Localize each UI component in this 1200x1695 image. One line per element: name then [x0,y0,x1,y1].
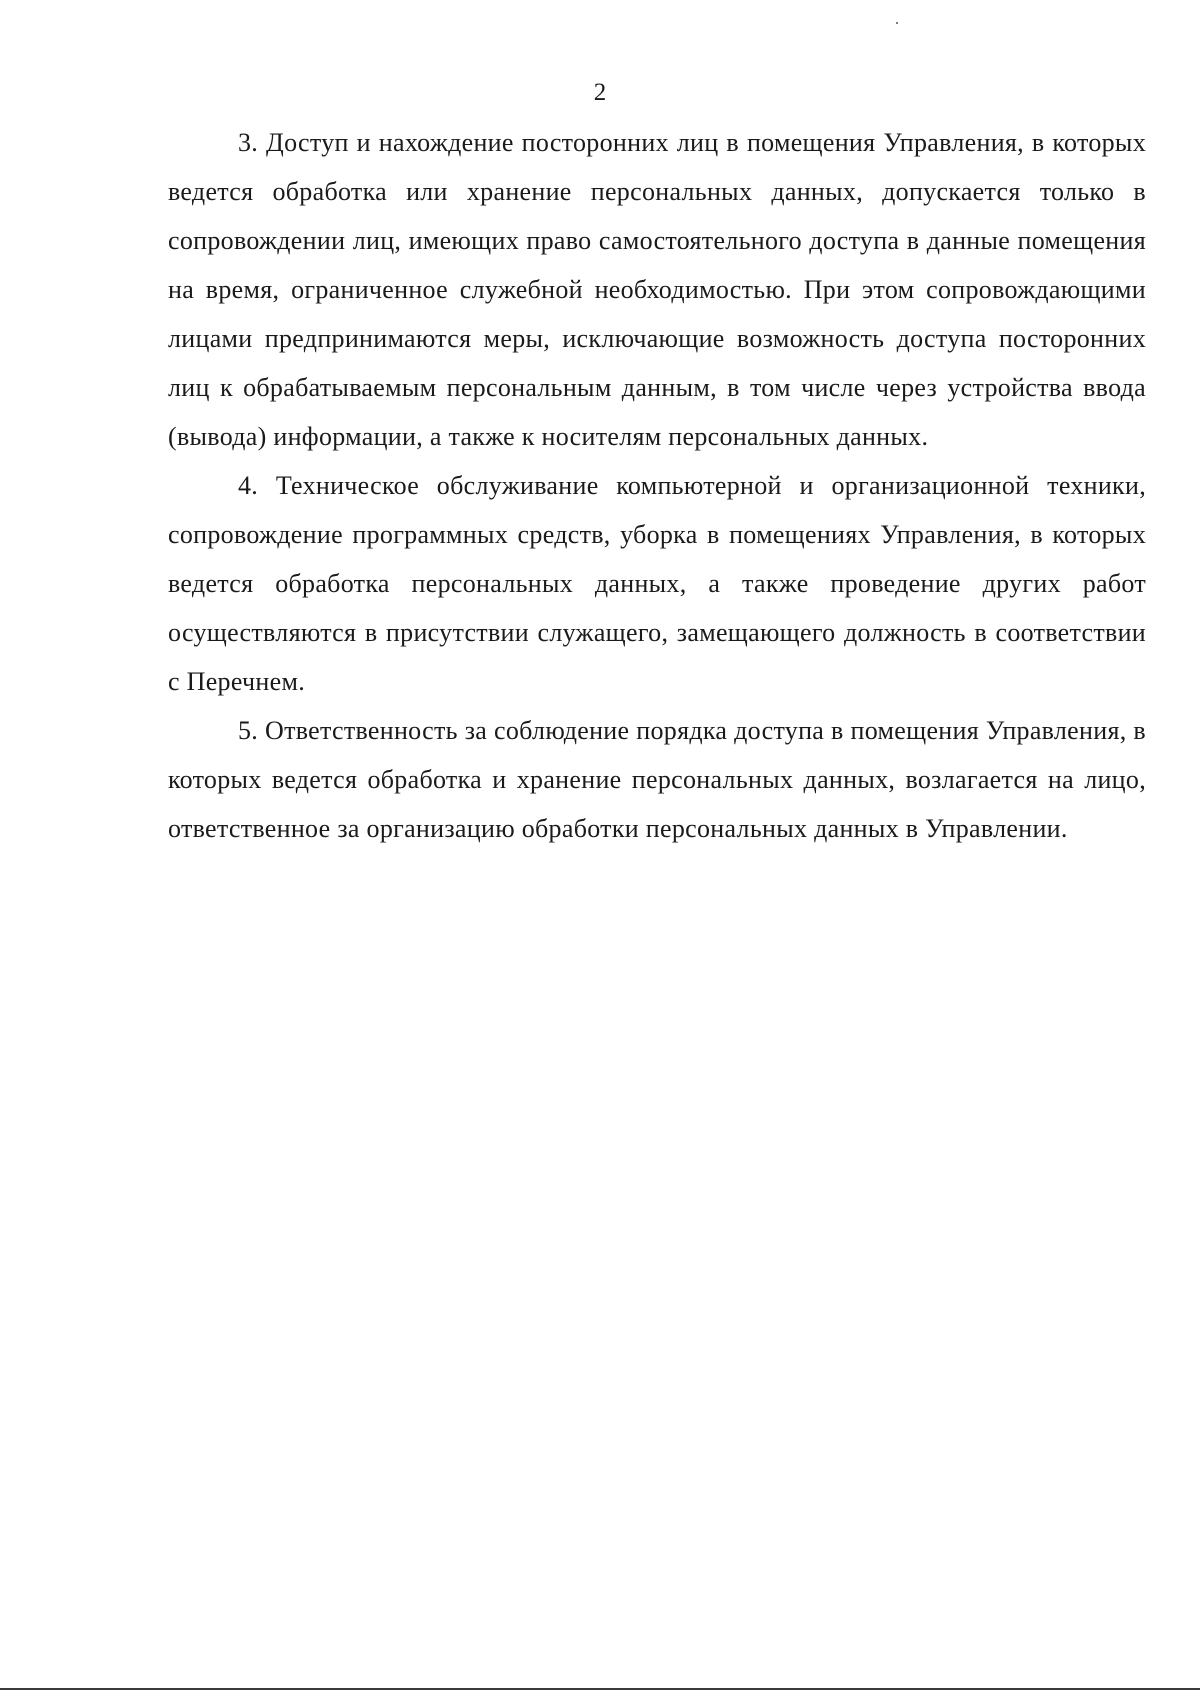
scan-speck [896,22,898,24]
page-bottom-edge [0,1688,1200,1690]
document-body [168,118,1146,853]
paragraph-3: 3. Доступ и нахождение посторонних лиц в помещения Управления, в которых ведется обработка или хранение персональных данных, допускается только в сопровождении лиц, имеющих право самостоятельного доступа в данные помещения на время, ограниченное служебной необходимостью. При этом сопровождающими лицами предпринимаются меры, исключающие возможность доступа посторонних лиц к обрабатываемым персональным данным, в том числе через устройства ввода (вывода) информации, а также к носителям персональных данных. [168,128,1146,451]
paragraph-4: 4. Техническое обслуживание компьютерной и организационной техники, сопровождение программных средств, уборка в помещениях Управления, в которых ведется обработка персональных данных, а также проведение других работ осуществляются в присутствии служащего, замещающего должность в соответствии с Перечнем. [168,471,1146,696]
paragraph-5: 5. Ответственность за соблюдение порядка доступа в помещения Управления, в которых ведется обработка и хранение персональных данных, возлагается на лицо, ответственное за организацию обработки персональных данных в Управлении. [168,716,1146,843]
page-number: 2 [593,79,607,106]
